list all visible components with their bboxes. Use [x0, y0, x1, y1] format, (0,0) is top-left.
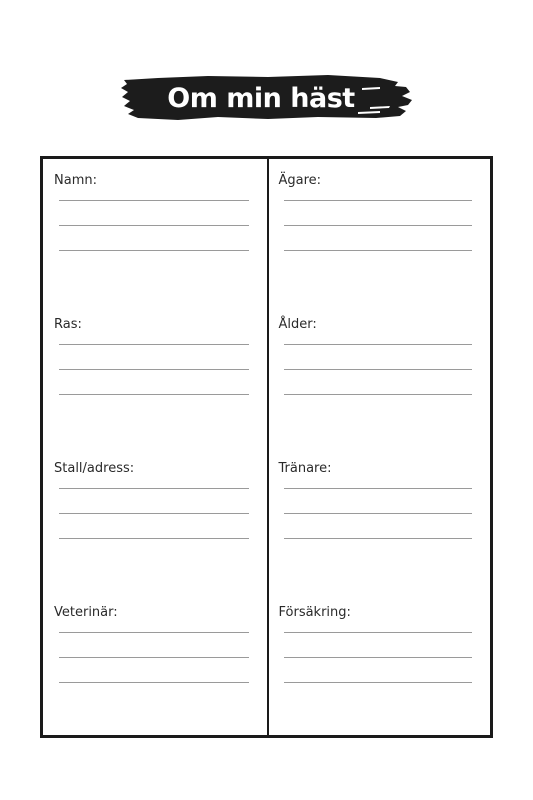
write-line[interactable]	[59, 200, 249, 201]
field-label-owner: Ägare:	[278, 173, 322, 188]
write-line[interactable]	[59, 513, 249, 514]
write-line[interactable]	[284, 369, 473, 370]
write-line[interactable]	[59, 657, 249, 658]
write-line[interactable]	[284, 250, 473, 251]
field-label-stable-address: Stall/adress:	[54, 461, 135, 476]
write-line[interactable]	[59, 488, 249, 489]
write-line[interactable]	[59, 682, 249, 683]
write-line[interactable]	[284, 344, 473, 345]
write-line[interactable]	[59, 369, 249, 370]
write-line[interactable]	[59, 632, 249, 633]
write-line[interactable]	[284, 682, 473, 683]
write-line[interactable]	[284, 225, 473, 226]
field-label-name: Namn:	[54, 173, 97, 188]
field-name	[43, 159, 267, 303]
field-label-breed: Ras:	[54, 317, 82, 332]
field-breed	[43, 303, 267, 447]
field-owner	[267, 159, 491, 303]
field-age	[267, 303, 491, 447]
write-line[interactable]	[59, 344, 249, 345]
write-line[interactable]	[284, 657, 473, 658]
write-line[interactable]	[284, 538, 473, 539]
field-label-vet: Veterinär:	[54, 605, 118, 620]
write-line[interactable]	[284, 513, 473, 514]
title-banner	[118, 70, 416, 126]
write-line[interactable]	[59, 225, 249, 226]
field-label-trainer: Tränare:	[278, 461, 332, 476]
field-insurance	[267, 591, 491, 735]
page-title: Om min häst	[167, 82, 355, 114]
write-line[interactable]	[284, 488, 473, 489]
write-line[interactable]	[284, 394, 473, 395]
write-line[interactable]	[59, 538, 249, 539]
field-stable-address	[43, 447, 267, 591]
write-line[interactable]	[284, 200, 473, 201]
field-label-age: Ålder:	[278, 317, 317, 332]
horse-info-form	[40, 156, 493, 738]
field-trainer	[267, 447, 491, 591]
field-label-insurance: Försäkring:	[278, 605, 351, 620]
write-line[interactable]	[59, 250, 249, 251]
field-vet	[43, 591, 267, 735]
write-line[interactable]	[284, 632, 473, 633]
write-line[interactable]	[59, 394, 249, 395]
